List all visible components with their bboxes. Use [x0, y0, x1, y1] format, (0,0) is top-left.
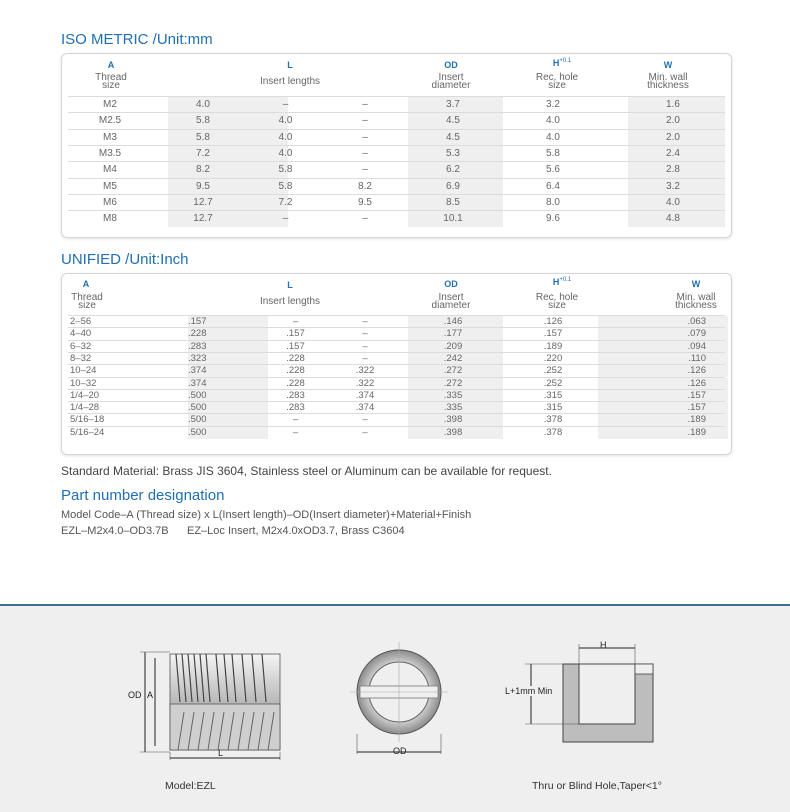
table-row: [68, 194, 725, 211]
table-row: [68, 210, 725, 227]
table-cell: .374: [188, 365, 207, 377]
table-row: [68, 377, 725, 390]
table-cell: M6: [103, 196, 117, 208]
table-cell: .500: [188, 426, 207, 438]
table-cell: 12.7: [193, 213, 213, 225]
label-depth: L+1mm Min: [505, 686, 553, 696]
table-cell: .322: [355, 365, 375, 377]
table-cell: M5: [103, 180, 117, 192]
table-cell: .126: [687, 365, 706, 377]
iso-header-h-sub2: size: [548, 80, 566, 91]
table-cell: 4.0: [546, 131, 560, 143]
table-cell: 4.0: [666, 196, 680, 208]
table-cell: 4.0: [278, 115, 293, 127]
table-cell: 5.8: [546, 147, 560, 159]
unified-header-l: L: [287, 280, 293, 290]
table-row: [68, 426, 725, 439]
table-cell: 8.5: [446, 196, 460, 208]
table-cell: .315: [543, 389, 563, 401]
table-row: [68, 364, 725, 377]
table-cell: .374: [355, 389, 375, 401]
table-cell: 12.7: [193, 196, 213, 208]
table-cell: .094: [687, 340, 706, 352]
table-cell: 10–24: [70, 365, 97, 377]
table-cell: 5.8: [278, 164, 293, 176]
table-cell: 4.0: [546, 115, 560, 127]
table-cell: .283: [286, 402, 305, 414]
iso-title: ISO METRIC /Unit:mm: [61, 31, 213, 48]
table-cell: .220: [543, 352, 563, 364]
iso-header-a-sub2: size: [102, 80, 120, 91]
table-cell: .189: [543, 340, 563, 352]
table-cell: .335: [443, 402, 463, 414]
table-cell: .242: [443, 352, 463, 364]
unified-header-a-sub2: size: [78, 300, 96, 311]
table-cell: .283: [188, 340, 207, 352]
table-cell: –: [282, 99, 289, 110]
iso-header-od-sub1: Insert: [438, 72, 464, 83]
table-cell: .157: [188, 316, 207, 327]
hole-section-view: [525, 644, 665, 754]
table-cell: .126: [687, 377, 706, 389]
label-h: H: [600, 640, 607, 650]
table-cell: 1/4–20: [70, 389, 100, 401]
table-cell: –: [292, 316, 299, 327]
table-cell: M2: [103, 99, 117, 110]
unified-header-od-sub1: Insert: [438, 292, 464, 303]
part-number-formula: Model Code–A (Thread size) x L(Insert length)–OD(Insert diameter)+Material+Finish: [61, 509, 472, 521]
iso-header-a-sub1: Thread: [95, 72, 127, 83]
table-cell: 10.1: [443, 213, 463, 225]
table-cell: 2–56: [70, 316, 92, 327]
table-row: [68, 315, 725, 328]
unified-header-a: A: [82, 279, 90, 289]
unified-header-a-sub1: Thread: [71, 292, 103, 303]
iso-header-od-sub2: diameter: [431, 80, 471, 91]
unified-header-h-sub2: size: [548, 300, 566, 311]
table-cell: .374: [188, 377, 207, 389]
table-cell: .157: [286, 340, 305, 352]
part-number-example-desc: EZ–Loc Insert, M2x4.0xOD3.7, Brass C3604: [187, 525, 405, 537]
table-row: [68, 129, 725, 146]
iso-header-a: A: [107, 60, 115, 70]
table-row: [68, 112, 725, 129]
table-row: [68, 352, 725, 365]
table-cell: 2.0: [666, 131, 680, 143]
iso-header-h-sub1: Rec. hole: [535, 72, 579, 83]
caption-model: Model:EZL: [165, 780, 216, 792]
unified-header-w-sub2: thickness: [675, 300, 717, 311]
table-row: [68, 145, 725, 162]
iso-header-l: L: [287, 60, 293, 70]
table-row: [68, 340, 725, 353]
iso-header-w-sub1: Min. wall: [648, 72, 688, 83]
table-cell: 6.9: [446, 180, 460, 192]
table-cell: 2.0: [666, 115, 680, 127]
table-cell: 4.8: [666, 213, 680, 225]
unified-header-h-sub1: Rec. hole: [535, 292, 579, 303]
table-cell: .378: [543, 414, 563, 426]
table-cell: .209: [443, 340, 463, 352]
table-cell: 7.2: [278, 196, 293, 208]
label-a: A: [147, 690, 154, 700]
table-cell: M8: [103, 213, 117, 225]
table-cell: .189: [687, 414, 706, 426]
unified-header-od-sub2: diameter: [431, 300, 471, 311]
table-cell: 6.2: [446, 164, 460, 176]
table-cell: 5.8: [278, 180, 293, 192]
iso-header-h-sup: +0.1: [559, 58, 572, 64]
table-cell: .283: [286, 389, 305, 401]
table-cell: 3.7: [446, 99, 460, 110]
table-cell: 8–32: [70, 352, 92, 364]
table-cell: –: [292, 426, 299, 438]
table-cell: M3.5: [98, 147, 122, 159]
insert-end-view: [350, 642, 450, 762]
table-cell: .272: [443, 365, 463, 377]
part-number-example-code: EZL–M2x4.0–OD3.7B: [61, 525, 169, 537]
unified-title: UNIFIED /Unit:Inch: [61, 251, 189, 268]
table-cell: .272: [443, 377, 463, 389]
iso-header-h-letter: H: [552, 58, 560, 68]
table-cell: 9.6: [546, 213, 560, 225]
table-cell: 4.5: [446, 115, 460, 127]
iso-header-h: [537, 58, 587, 68]
caption-hole: Thru or Blind Hole,Taper<1°: [532, 780, 662, 792]
table-cell: 3.2: [666, 180, 680, 192]
table-row: [68, 161, 725, 178]
table-cell: –: [362, 213, 368, 225]
table-cell: 5.8: [196, 115, 210, 127]
table-cell: –: [362, 340, 368, 352]
table-cell: 9.5: [358, 196, 372, 208]
table-cell: 7.2: [196, 147, 210, 159]
table-cell: 5/16–18: [70, 414, 105, 426]
table-cell: .398: [443, 426, 463, 438]
table-cell: –: [282, 213, 289, 225]
table-cell: 4.5: [446, 131, 460, 143]
table-row: [68, 96, 725, 113]
table-cell: .157: [687, 389, 706, 401]
unified-header-l-sub: Insert lengths: [259, 296, 321, 307]
table-cell: 1.6: [666, 99, 680, 110]
unified-table-panel: [61, 273, 732, 455]
table-cell: .079: [687, 328, 706, 340]
table-cell: 6.4: [546, 180, 560, 192]
iso-header-w-sub2: thickness: [647, 80, 689, 91]
table-row: [68, 389, 725, 402]
label-od: OD: [128, 690, 142, 700]
table-row: [68, 413, 725, 426]
table-cell: 4–40: [70, 328, 92, 340]
unified-header-h-sup: +0.1: [559, 277, 572, 283]
table-cell: 8.2: [196, 164, 210, 176]
table-cell: 5/16–24: [70, 426, 105, 438]
table-cell: –: [362, 164, 368, 176]
table-cell: .110: [688, 352, 706, 364]
table-cell: .335: [443, 389, 463, 401]
table-cell: .157: [687, 402, 706, 414]
table-row: [68, 327, 725, 340]
unified-header-w: W: [691, 279, 701, 289]
table-cell: .063: [687, 316, 706, 327]
table-cell: .157: [543, 328, 563, 340]
table-cell: .378: [543, 426, 563, 438]
table-row: [68, 178, 725, 195]
unified-header-od: OD: [444, 279, 458, 289]
table-cell: 2.8: [666, 164, 680, 176]
table-cell: 4.0: [196, 99, 210, 110]
table-cell: M2.5: [98, 115, 122, 127]
table-cell: .126: [543, 316, 563, 327]
table-cell: .189: [687, 426, 706, 438]
table-cell: M4: [103, 164, 117, 176]
table-cell: –: [362, 131, 368, 143]
table-cell: .177: [443, 328, 463, 340]
table-cell: –: [362, 414, 368, 426]
unified-header-h-letter: H: [552, 277, 560, 287]
table-cell: .228: [286, 377, 305, 389]
table-cell: .228: [188, 328, 207, 340]
table-cell: .252: [543, 377, 563, 389]
table-cell: –: [362, 328, 368, 340]
table-cell: 8.0: [546, 196, 560, 208]
table-cell: .146: [443, 316, 463, 327]
table-cell: 10–32: [70, 377, 97, 389]
table-cell: .228: [286, 352, 305, 364]
table-cell: .500: [188, 402, 207, 414]
table-cell: .315: [543, 402, 563, 414]
table-cell: –: [362, 426, 368, 438]
table-cell: 1/4–28: [70, 402, 100, 414]
table-cell: 4.0: [278, 131, 293, 143]
table-cell: .323: [188, 352, 207, 364]
iso-header-w: W: [663, 60, 673, 70]
label-od-end: OD: [393, 746, 407, 756]
table-cell: 5.6: [546, 164, 560, 176]
table-cell: –: [362, 316, 368, 327]
table-cell: 2.4: [666, 147, 680, 159]
table-cell: –: [362, 115, 368, 127]
label-l: L: [218, 748, 224, 758]
table-cell: M3: [103, 131, 117, 143]
table-cell: .157: [286, 328, 305, 340]
material-note: Standard Material: Brass JIS 3604, Stainless steel or Aluminum can be available for request.: [61, 464, 552, 478]
table-cell: 4.0: [278, 147, 293, 159]
insert-side-view: [120, 642, 300, 762]
table-cell: –: [362, 99, 368, 110]
table-cell: 8.2: [358, 180, 372, 192]
table-cell: 3.2: [546, 99, 560, 110]
table-cell: –: [292, 414, 299, 426]
table-cell: .252: [543, 365, 563, 377]
unified-header-h: [537, 277, 587, 287]
table-cell: 9.5: [196, 180, 210, 192]
iso-header-od: OD: [444, 60, 458, 70]
table-cell: 6–32: [70, 340, 92, 352]
table-cell: .322: [355, 377, 375, 389]
table-cell: .398: [443, 414, 463, 426]
table-row: [68, 401, 725, 414]
unified-header-w-sub1: Min. wall: [676, 292, 716, 303]
table-cell: –: [362, 352, 368, 364]
table-cell: 5.8: [196, 131, 210, 143]
table-cell: .500: [188, 414, 207, 426]
table-cell: .500: [188, 389, 207, 401]
iso-table-panel: [61, 53, 732, 238]
table-cell: .228: [286, 365, 305, 377]
part-number-title: Part number designation: [61, 487, 225, 504]
diagram-area: [0, 604, 790, 812]
table-cell: –: [362, 147, 368, 159]
iso-header-l-sub: Insert lengths: [259, 76, 321, 87]
table-cell: .374: [355, 402, 375, 414]
table-cell: 5.3: [446, 147, 460, 159]
